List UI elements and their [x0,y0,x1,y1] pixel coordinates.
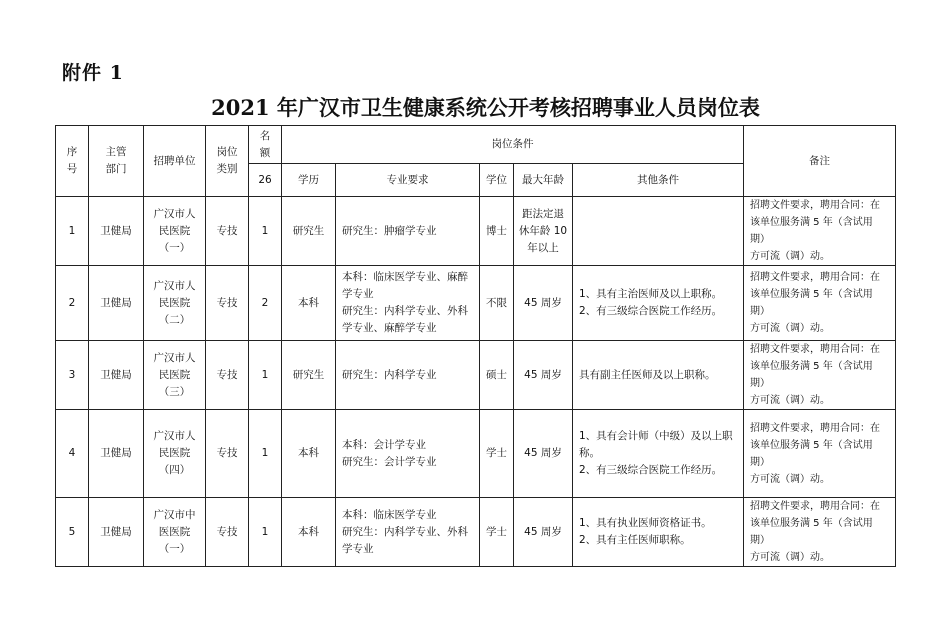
row-dept: 卫健局 [89,410,144,498]
header-education: 学历 [282,164,336,197]
row-education: 本科 [282,266,336,341]
header-unit: 招聘单位 [144,126,206,197]
header-quota-total: 26 [249,164,282,197]
row-max-age: 45 周岁 [514,266,573,341]
row-quota: 1 [249,197,282,266]
row-other: 1、具有会计师（中级）及以上职称。 2、有三级综合医院工作经历。 [573,410,744,498]
table-row [56,266,896,341]
header-max-age: 最大年龄 [514,164,573,197]
row-other: 1、具有执业医师资格证书。 2、具有主任医师职称。 [573,498,744,567]
row-dept: 卫健局 [89,197,144,266]
table-row [56,341,896,410]
header-remarks: 备注 [744,126,896,197]
row-major: 本科：临床医学专业 研究生：内科学专业、外科 学专业 [336,498,480,567]
table-row [56,498,896,567]
row-max-age: 45 周岁 [514,410,573,498]
row-other [573,197,744,266]
row-dept: 卫健局 [89,266,144,341]
row-dept: 卫健局 [89,341,144,410]
document-title: 2021 年广汉市卫生健康系统公开考核招聘事业人员岗位表 [211,95,760,120]
row-major: 本科：会计学专业 研究生：会计学专业 [336,410,480,498]
row-remarks: 招聘文件要求，聘用合同：在 该单位服务满 5 年（含试用期） 方可流（调）动。 [744,266,896,341]
row-other: 1、具有主治医师及以上职称。 2、有三级综合医院工作经历。 [573,266,744,341]
positions-table [55,125,896,567]
row-seq: 2 [56,266,89,341]
row-max-age: 45 周岁 [514,341,573,410]
row-degree: 博士 [480,197,514,266]
attachment-label: 附件 1 [62,62,124,84]
row-unit: 广汉市人 民医院 （二） [144,266,206,341]
row-category: 专技 [206,266,249,341]
header-conditions: 岗位条件 [282,126,744,164]
row-seq: 3 [56,341,89,410]
header-major: 专业要求 [336,164,480,197]
row-max-age: 45 周岁 [514,498,573,567]
header-dept: 主管 部门 [89,126,144,197]
row-seq: 4 [56,410,89,498]
header-degree: 学位 [480,164,514,197]
header-seq: 序 号 [56,126,89,197]
row-seq: 5 [56,498,89,567]
row-degree: 不限 [480,266,514,341]
row-education: 本科 [282,498,336,567]
row-major: 研究生：内科学专业 [336,341,480,410]
row-remarks: 招聘文件要求，聘用合同：在 该单位服务满 5 年（含试用期） 方可流（调）动。 [744,197,896,266]
row-major: 研究生：肿瘤学专业 [336,197,480,266]
row-max-age: 距法定退 休年龄 10 年以上 [514,197,573,266]
row-education: 研究生 [282,341,336,410]
row-degree: 硕士 [480,341,514,410]
row-category: 专技 [206,498,249,567]
row-education: 本科 [282,410,336,498]
row-quota: 1 [249,341,282,410]
row-other: 具有副主任医师及以上职称。 [573,341,744,410]
row-degree: 学士 [480,410,514,498]
header-category: 岗位 类别 [206,126,249,197]
header-row-1 [56,126,896,164]
row-unit: 广汉市人 民医院 （一） [144,197,206,266]
row-unit: 广汉市中 医医院 （一） [144,498,206,567]
row-quota: 1 [249,410,282,498]
row-category: 专技 [206,341,249,410]
header-quota: 名 额 [249,126,282,164]
row-unit: 广汉市人 民医院 （四） [144,410,206,498]
row-category: 专技 [206,197,249,266]
row-remarks: 招聘文件要求，聘用合同：在 该单位服务满 5 年（含试用期） 方可流（调）动。 [744,341,896,410]
row-degree: 学士 [480,498,514,567]
row-seq: 1 [56,197,89,266]
row-major: 本科：临床医学专业、麻醉 学专业 研究生：内科学专业、外科 学专业、麻醉学专业 [336,266,480,341]
row-dept: 卫健局 [89,498,144,567]
row-remarks: 招聘文件要求，聘用合同：在 该单位服务满 5 年（含试用期） 方可流（调）动。 [744,498,896,567]
row-category: 专技 [206,410,249,498]
row-quota: 1 [249,498,282,567]
table-row [56,410,896,498]
row-unit: 广汉市人 民医院 （三） [144,341,206,410]
row-education: 研究生 [282,197,336,266]
table-row [56,197,896,266]
header-other: 其他条件 [573,164,744,197]
row-remarks: 招聘文件要求，聘用合同：在 该单位服务满 5 年（含试用期） 方可流（调）动。 [744,410,896,498]
row-quota: 2 [249,266,282,341]
